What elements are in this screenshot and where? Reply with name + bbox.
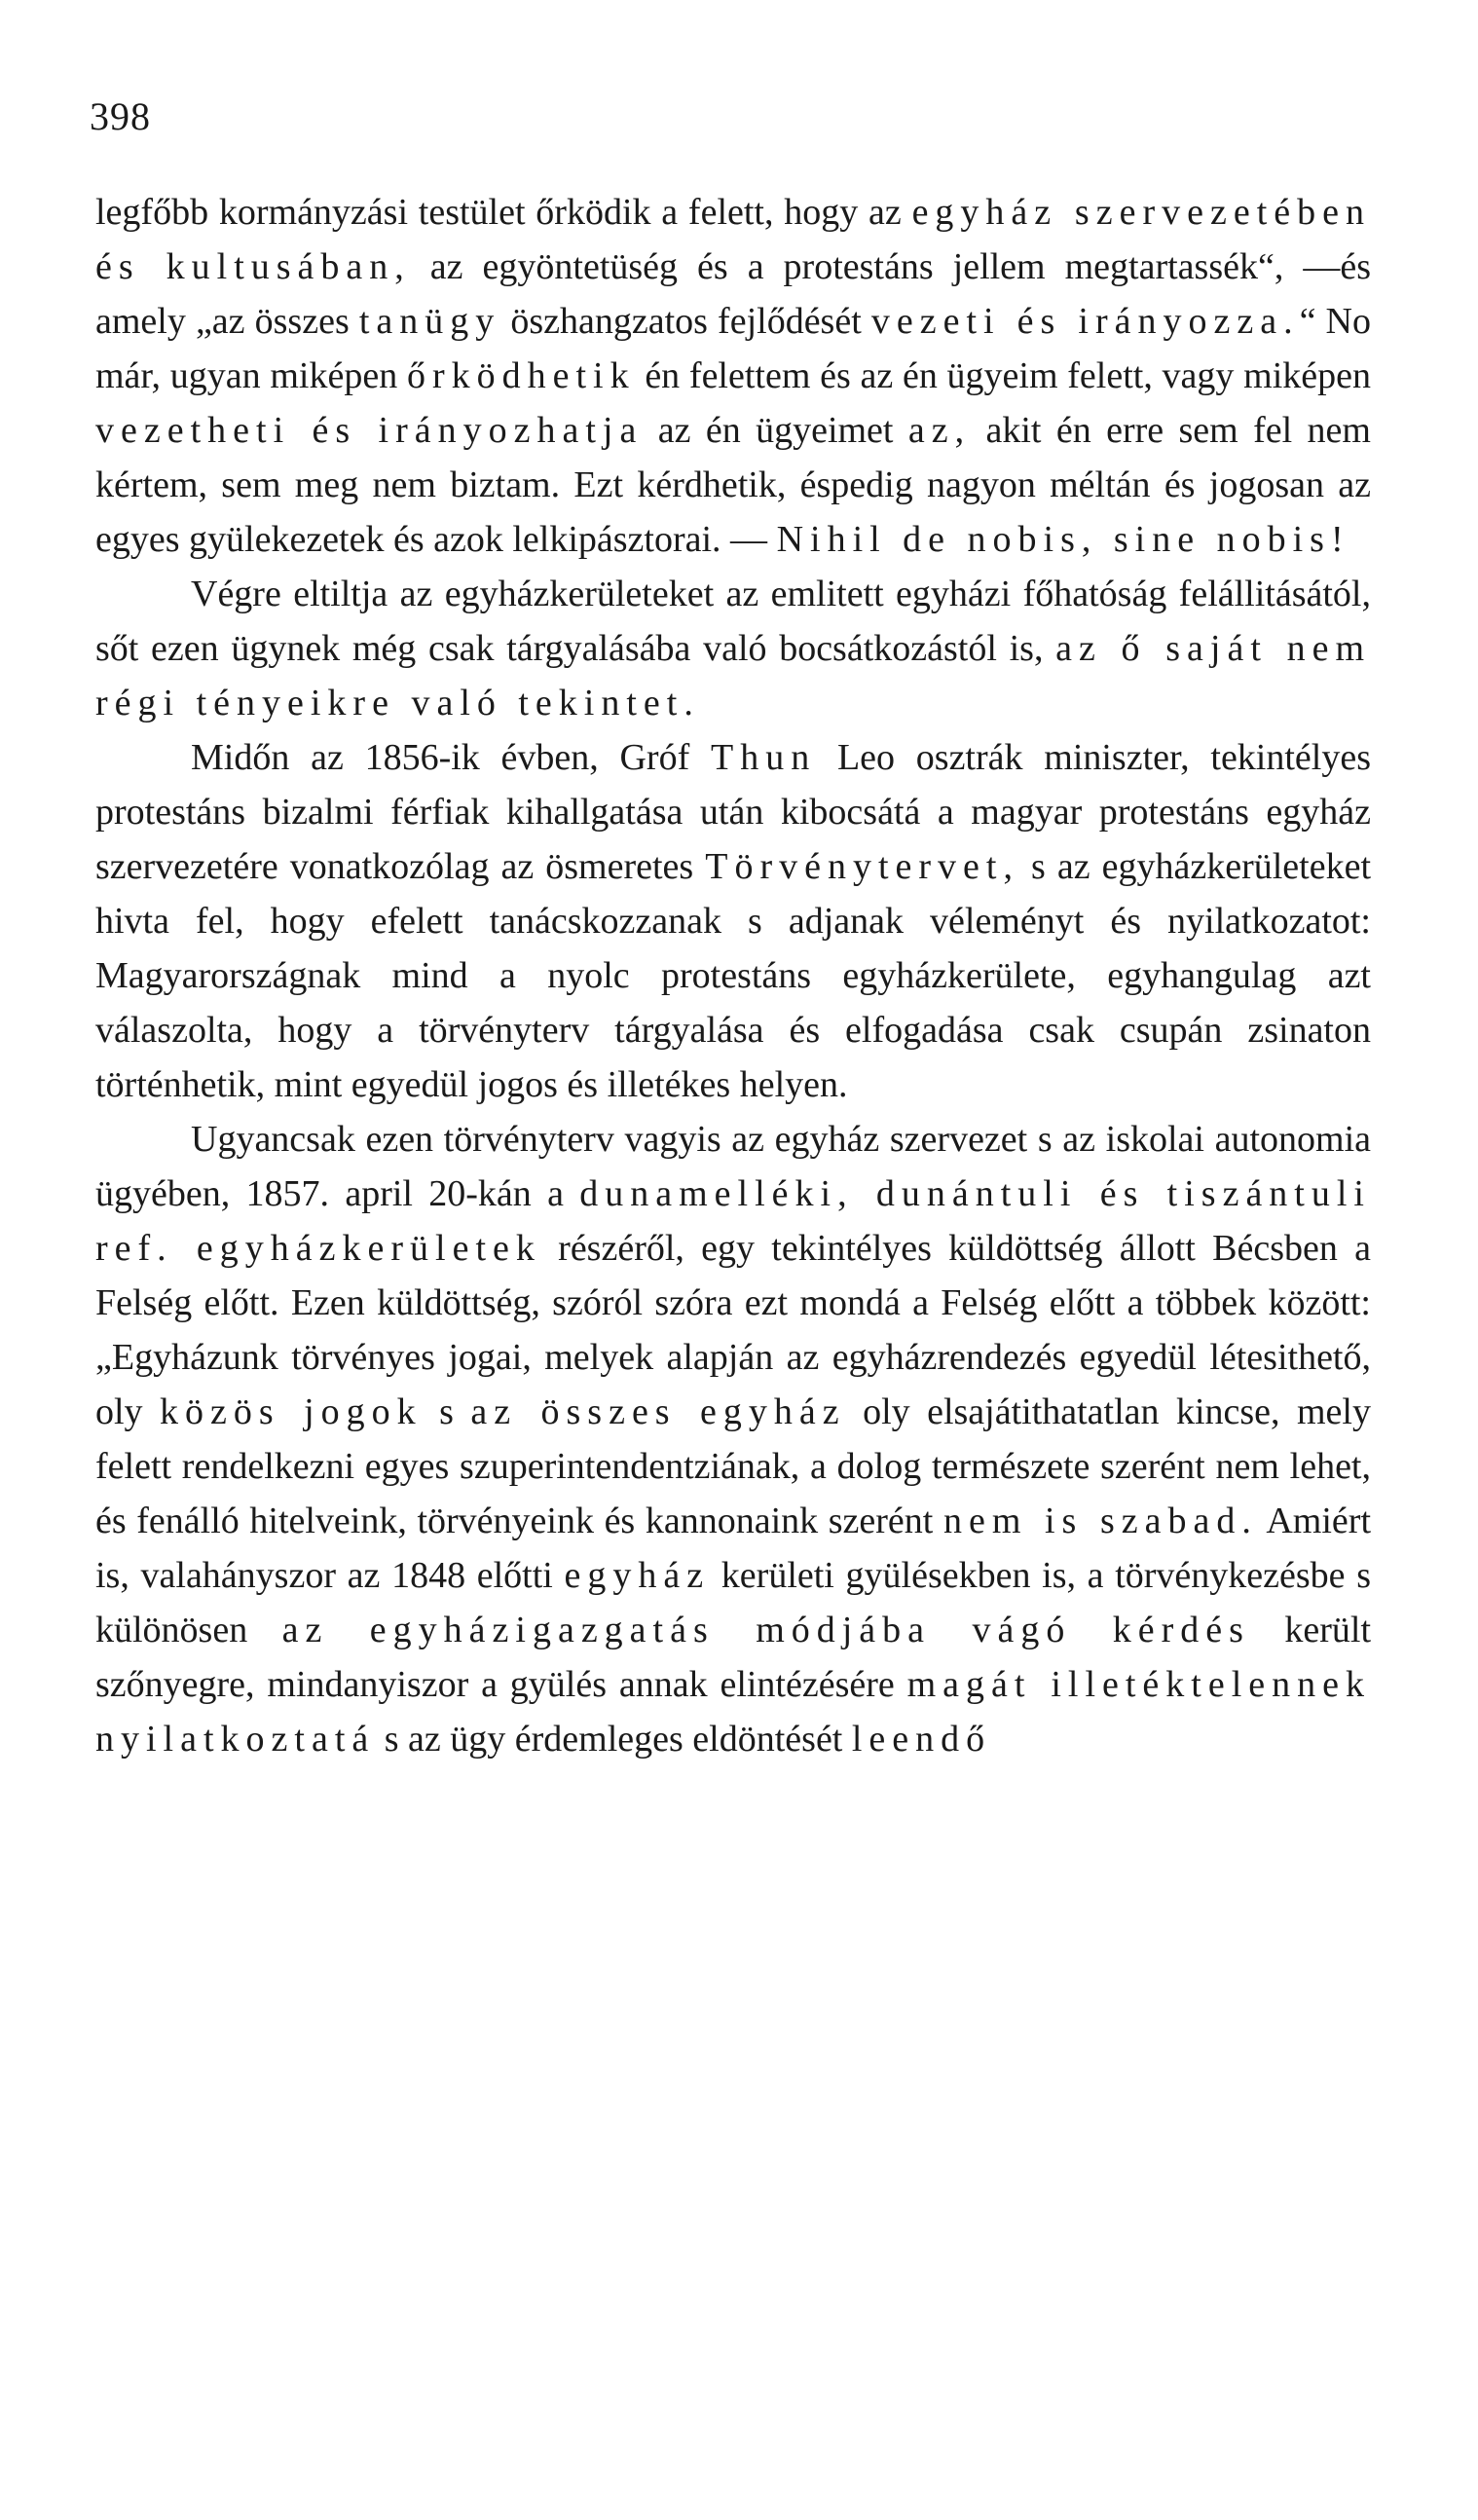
text-segment: s [422, 1391, 471, 1432]
text-segment: akit én erre sem fel nem kértem, sem meg nem biztam. Ezt kérdhetik, éspedig nagyon méltán és jogosan az egyes gyülekezetek és azok lelkipásztorai. — [95, 410, 1371, 560]
text-segment: s az ügy érdemleges eldöntését [375, 1719, 852, 1760]
spaced-text-segment: leendő [851, 1719, 992, 1760]
spaced-text-segment: Törvénytervet, [705, 846, 1019, 887]
text-segment: Végre eltiltja az egyházkerületeket az emlitett egyházi főhatóság felállitásától, sőt ezen ügynek még csak tárgyalásába való bocsátkozástól is, [95, 574, 1371, 669]
paragraph-4 [95, 1112, 1371, 1766]
text-segment: az egyöntetüség és a protestáns jellem megtartassék“, —és amely „az összes [95, 246, 1371, 342]
spaced-text-segment: magát illetéktelennek nyilatkoztatá [95, 1664, 1371, 1760]
spaced-text-segment: őrködhetik [406, 355, 636, 396]
text-segment: Leo osztrák miniszter, tekintélyes protestáns bizalmi férfiak kihallgatása után kibocsátá a magyar protestáns egyház szervezetére vonatkozólag az ösmeretes [95, 737, 1372, 887]
text-segment: öszhangzatos fejlődését [500, 301, 871, 342]
spaced-text-segment: Thun [711, 737, 817, 778]
spaced-text-segment: az egyházigazgatás módjába vágó kérdés [281, 1610, 1250, 1650]
text-segment: Midőn az 1856-ik évben, Gróf [191, 737, 711, 778]
spaced-text-segment: tanügy [358, 301, 501, 342]
paragraph-3 [95, 730, 1371, 1112]
spaced-text-segment: Nihil de nobis, sine nobis! [776, 519, 1350, 560]
text-segment: került szőnyegre, mindanyiszor a gyülés annak elintézésére [95, 1610, 1371, 1705]
spaced-text-segment: egyház [564, 1555, 711, 1596]
text-segment: Amiért is, valahányszor az 1848 előtti [95, 1501, 1371, 1596]
text-segment: Ugyancsak ezen törvényterv vagyis az egyház szervezet s az iskolai autonomia ügyében, 1857. april 20-kán a [95, 1119, 1371, 1214]
paragraph-2 [95, 567, 1371, 730]
spaced-text-segment: az, [907, 410, 972, 451]
body-text [95, 185, 1371, 1766]
text-segment: oly elsajátithatatlan kincse, mely felett rendelkezni egyes szuperintendentziának, a dolog természete szerént nem lehet, és fenálló hitelveink, törvényeink és kannonaink szerént [95, 1391, 1371, 1541]
spaced-text-segment: vezeti és irányozza. [870, 301, 1300, 342]
paragraph-1 [95, 185, 1371, 567]
text-segment: s az egyházkerületeket hivta fel, hogy efelett tanácskozzanak s adjanak véleményt és nyilatkozatot: Magyarországnak mind a nyolc protestáns egyházkerülete, egyhangulag azt válaszolta, hogy a törvényterv tárgyalása és elfogadása csak csupán zsinaton történhetik, mint egyedül jogos és illetékes helyen. [95, 846, 1371, 1105]
spaced-text-segment: egyház szervezetében és kultusában, [95, 192, 1371, 287]
text-segment: részéről, egy tekintélyes küldöttség állott Bécsben a Felség előtt. Ezen küldöttség, szóról szóra ezt mondá a Felség előtt a többek között: „Egyházunk törvényes jogai, melyek alapján az egyházrendezés egyedül létesithető, oly [95, 1228, 1371, 1432]
spaced-text-segment: vezetheti és irányozhatja [95, 410, 644, 451]
text-segment: az én ügyeimet [643, 410, 908, 451]
spaced-text-segment: dunamelléki, dunántuli és tiszántuli ref. egyházkerületek [95, 1173, 1371, 1269]
spaced-text-segment: közös jogok [160, 1391, 423, 1432]
text-segment: kerületi gyülésekben is, a törvénykezésbe s különösen [95, 1555, 1371, 1650]
page-number: 398 [90, 94, 151, 138]
text-segment: “ No már, ugyan miképen [95, 301, 1371, 396]
text-segment: én felettem és az én ügyeim felett, vagy miképen [635, 355, 1371, 396]
spaced-text-segment: az ő saját nem régi tényeikre való tekintet. [95, 628, 1371, 723]
text-segment: legfőbb kormányzási testület őrködik a felett, hogy az [95, 192, 912, 233]
spaced-text-segment: az összes egyház [470, 1391, 846, 1432]
spaced-text-segment: nem is szabad. [942, 1501, 1258, 1541]
